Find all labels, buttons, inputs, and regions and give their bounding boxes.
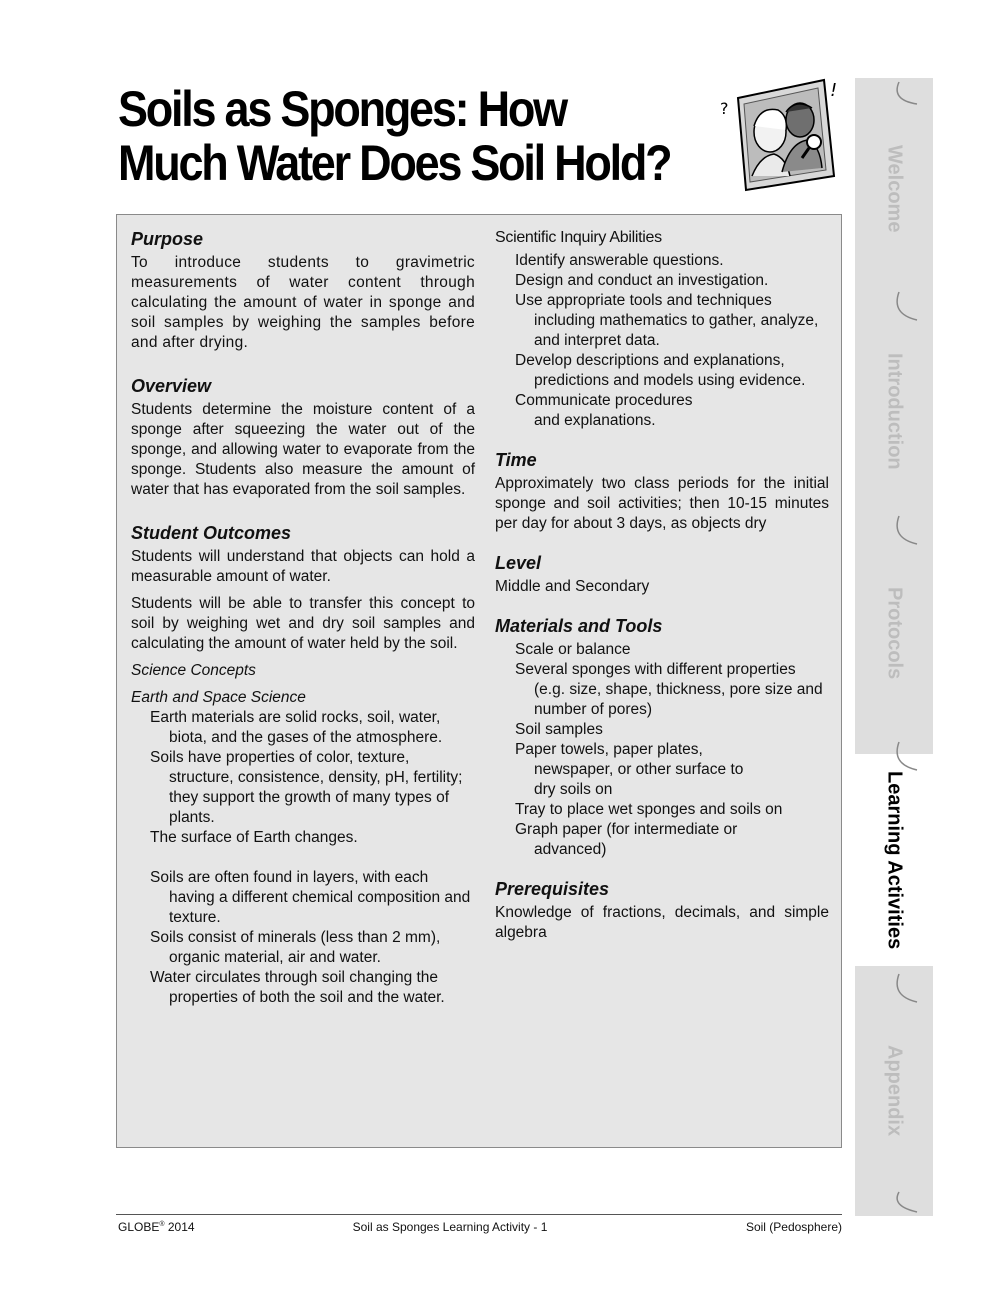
material-item: Tray to place wet sponges and soils on xyxy=(515,801,783,818)
purpose-heading: Purpose xyxy=(131,229,204,249)
footer-center: Soil as Sponges Learning Activity - 1 xyxy=(352,1220,548,1234)
exclamation-mark: ! xyxy=(830,80,838,101)
title-line-1: Soils as Sponges: How xyxy=(118,81,566,137)
concept-item: Soils are often found in layers, with each having a different chemical composition and texture. xyxy=(150,869,471,926)
time-text: Approximately two class periods for the initial sponge and soil activities; then 10-15 minutes per day for about 3 days, as objects dry xyxy=(495,475,829,532)
level-text: Middle and Secondary xyxy=(495,578,650,595)
material-item: Several sponges with different properties (e.g. size, shape, thickness, pore size and number of pores) xyxy=(515,661,823,718)
concepts-list xyxy=(150,708,475,1008)
inquiry-heading: Scientific Inquiry Abilities xyxy=(495,229,662,246)
purpose-text: To introduce students to gravimetric measurements of water content through calculating the amount of water in sponge and soil samples by weighing the samples before and after drying. xyxy=(131,254,475,351)
materials-heading: Materials and Tools xyxy=(495,616,663,636)
footer-rule xyxy=(116,1214,842,1215)
students-with-magnifier-icon xyxy=(716,72,850,198)
tab-protocols-label: Protocols xyxy=(883,586,906,680)
concept-item: Earth materials are solid rocks, soil, water, biota, and the gases of the atmosphere. xyxy=(150,709,443,746)
material-item: Soil samples xyxy=(515,721,603,738)
inquiry-item: Identify answerable questions. xyxy=(515,252,724,269)
overview-heading: Overview xyxy=(131,376,212,396)
overview-text: Students determine the moisture content of a sponge after squeezing the water out of the sponge, and allowing water to evaporate from the sponge. Students also measure the amount of water that has evaporated from the soil samples. xyxy=(131,401,475,498)
registered-mark: ® xyxy=(159,1221,165,1228)
tab-welcome-label: Welcome xyxy=(883,145,906,233)
question-mark: ? xyxy=(720,99,729,118)
prereq-heading: Prerequisites xyxy=(495,879,610,899)
time-heading: Time xyxy=(495,450,537,470)
tab-separators xyxy=(855,78,933,1216)
right-column xyxy=(495,228,829,943)
concept-item: Water circulates through soil changing the properties of both the soil and the water. xyxy=(150,969,445,1006)
tab-appendix-label: Appendix xyxy=(883,1045,906,1137)
inquiry-item: Communicate procedures and explanations. xyxy=(515,392,693,429)
concept-item: The surface of Earth changes. xyxy=(150,829,358,846)
material-item: Scale or balance xyxy=(515,641,631,658)
material-item: Graph paper (for intermediate or advanced) xyxy=(515,821,738,858)
section-tabs xyxy=(855,78,933,1216)
title-line-2: Much Water Does Soil Hold? xyxy=(118,135,671,191)
inquiry-item: Develop descriptions and explanations, predictions and models using evidence. xyxy=(515,352,806,389)
inquiry-item: Use appropriate tools and techniques including mathematics to gather, analyze, and interpret data. xyxy=(515,292,819,349)
concept-item: Soils have properties of color, texture, structure, consistence, density, pH, fertility; they support the growth of many types of plants. xyxy=(150,749,463,826)
level-heading: Level xyxy=(495,553,542,573)
inquiry-item: Design and conduct an investigation. xyxy=(515,272,769,289)
prereq-text: Knowledge of fractions, decimals, and simple algebra xyxy=(495,904,829,941)
concept-item: Soils consist of minerals (less than 2 mm), organic material, air and water. xyxy=(150,929,441,966)
outcomes-text-2: Students will be able to transfer this concept to soil by weighing wet and dry soil samples and calculating the amount of water held by the soil. xyxy=(131,595,475,652)
inquiry-list xyxy=(515,251,829,431)
footer-left: GLOBE® 2014 xyxy=(118,1220,195,1234)
outcomes-heading: Student Outcomes xyxy=(131,523,292,543)
tab-introduction-label: Introduction xyxy=(883,352,906,470)
footer-right: Soil (Pedosphere) xyxy=(745,1220,842,1234)
left-column xyxy=(131,228,475,1008)
outcomes-text-1: Students will understand that objects can hold a measurable amount of water. xyxy=(131,548,475,585)
earth-space-label: Earth and Space Science xyxy=(131,689,306,706)
page-title xyxy=(118,82,676,190)
tab-learning-activities-label: Learning Activities xyxy=(883,770,906,950)
material-item: Paper towels, paper plates, newspaper, or other surface to dry soils on xyxy=(515,741,744,798)
science-concepts-label: Science Concepts xyxy=(131,662,256,679)
materials-list xyxy=(515,640,829,860)
